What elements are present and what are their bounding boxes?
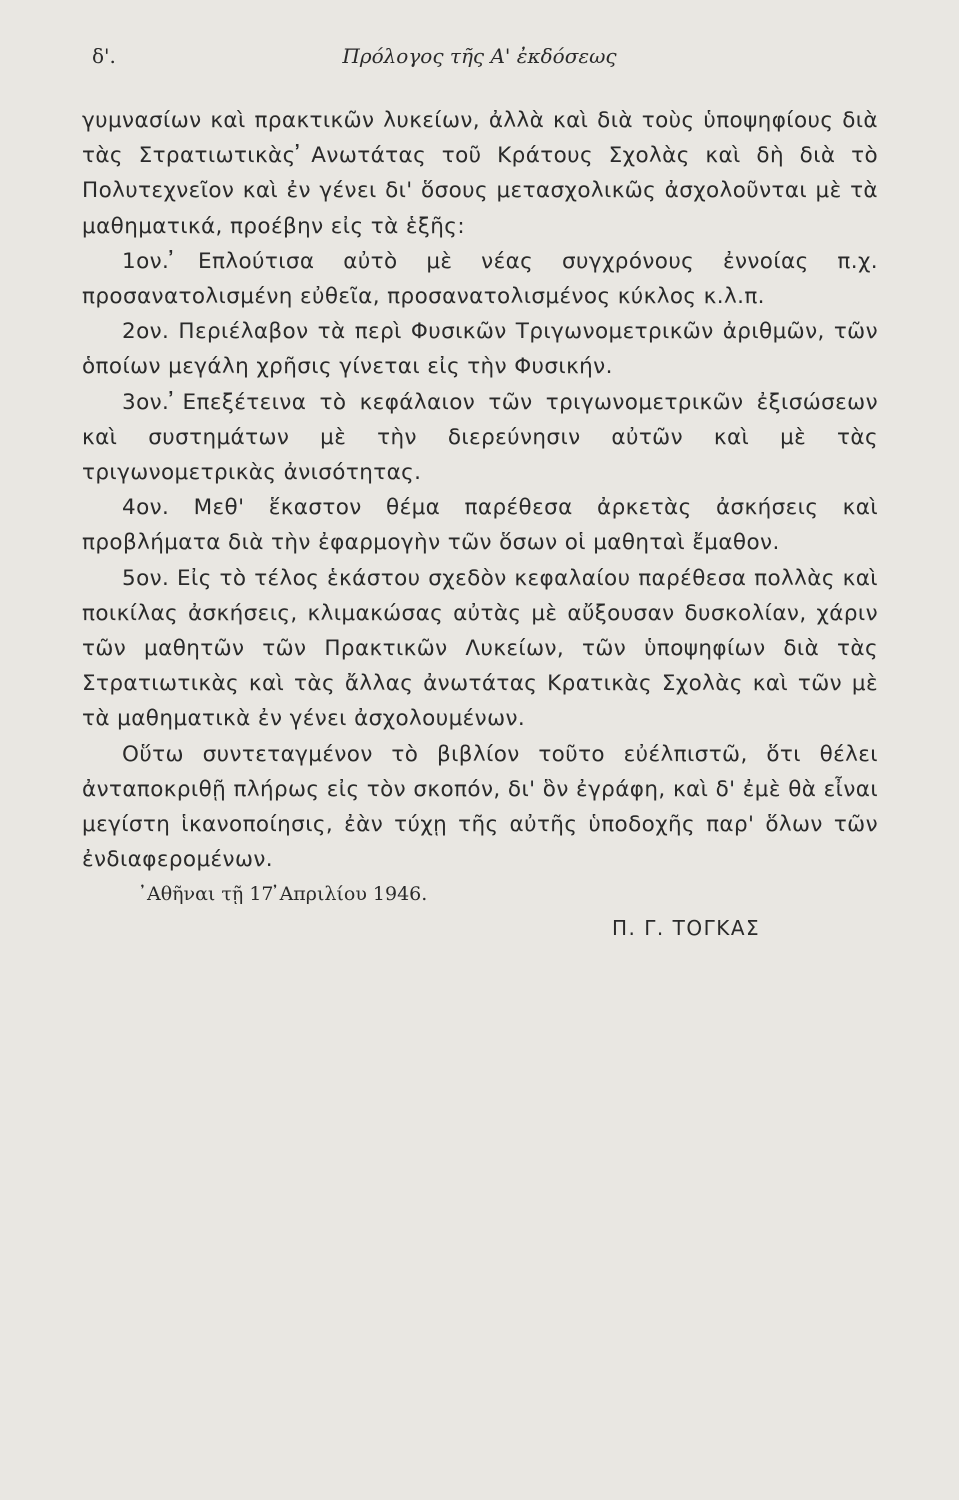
body-text: [82, 103, 878, 877]
paragraph-item-3: 3ον. ̓Επεξέτεινα τὸ κεφάλαιον τῶν τριγωνομετρικῶν ἐξισώσεων καὶ συστημάτων μὲ τὴν διερεύνησιν αὐτῶν καὶ μὲ τὰς τριγωνομετρικὰς ἀνισότητας.: [82, 389, 878, 486]
paragraph-item-4: 4ον. Μεθ' ἕκαστον θέμα παρέθεσα ἀρκετὰς ἀσκήσεις καὶ προβλήματα διὰ τὴν ἐφαρμογὴν τῶν ὅσων οἱ μαθηταὶ ἔμαθον.: [82, 495, 878, 556]
paragraph-item-2: 2ον. Περιέλαβον τὰ περὶ Φυσικῶν Τριγωνομετρικῶν ἀριθμῶν, τῶν ὁποίων μεγάλη χρῆσις γίνεται εἰς τὴν Φυσικήν.: [82, 319, 878, 380]
date-line: ̓Αθῆναι τῇ 17 ̓Απριλίου 1946.: [147, 883, 428, 905]
running-title: Πρόλογος τῆς Α' ἐκδόσεως: [342, 44, 617, 68]
paragraph-conclusion: Οὕτω συντεταγμένον τὸ βιβλίον τοῦτο εὐέλπιστῶ, ὅτι θέλει ἀνταποκριθῇ πλήρως εἰς τὸν σκοπόν, δι' ὃν ἐγράφη, καὶ δ' ἐμὲ θὰ εἶναι μεγίστη ἱκανοποίησις, ἐὰν τύχῃ τῆς αὐτῆς ὑποδοχῆς παρ' ὅλων τῶν ἐνδιαφερομένων.: [82, 741, 878, 873]
author-signature: Π. Γ. ΤΟΓΚΑΣ: [612, 916, 761, 940]
paragraph-continuation: γυμνασίων καὶ πρακτικῶν λυκείων, ἀλλὰ καὶ διὰ τοὺς ὑποψηφίους διὰ τὰς Στρατιωτικὰς ̓Ανωτάτας τοῦ Κράτους Σχολὰς καὶ δὴ διὰ τὸ Πολυτεχνεῖον καὶ ἐν γένει δι' ὅσους μετασχολικῶς ἀσχολοῦνται μὲ τὰ μαθηματικά, προέβην εἰς τὰ ἑξῆς:: [82, 108, 878, 239]
paragraph-item-5: 5ον. Εἰς τὸ τέλος ἑκάστου σχεδὸν κεφαλαίου παρέθεσα πολλὰς καὶ ποικίλας ἀσκήσεις, κλιμακώσας αὐτὰς μὲ αὔξουσαν δυσκολίαν, χάριν τῶν μαθητῶν τῶν Πρακτικῶν Λυκείων, τῶν ὑποψηφίων διὰ τὰς Στρατιωτικὰς καὶ τὰς ἄλλας ἀνωτάτας Κρατικὰς Σχολὰς καὶ τῶν μὲ τὰ μαθηματικὰ ἐν γένει ἀσχολουμένων.: [82, 565, 878, 732]
paragraph-item-1: 1ον. ̓Επλούτισα αὐτὸ μὲ νέας συγχρόνους ἐννοίας π.χ. προσανατολισμένη εὐθεῖα, προσανατολισμένος κύκλος κ.λ.π.: [82, 248, 878, 310]
page-number: δ'.: [92, 44, 116, 68]
